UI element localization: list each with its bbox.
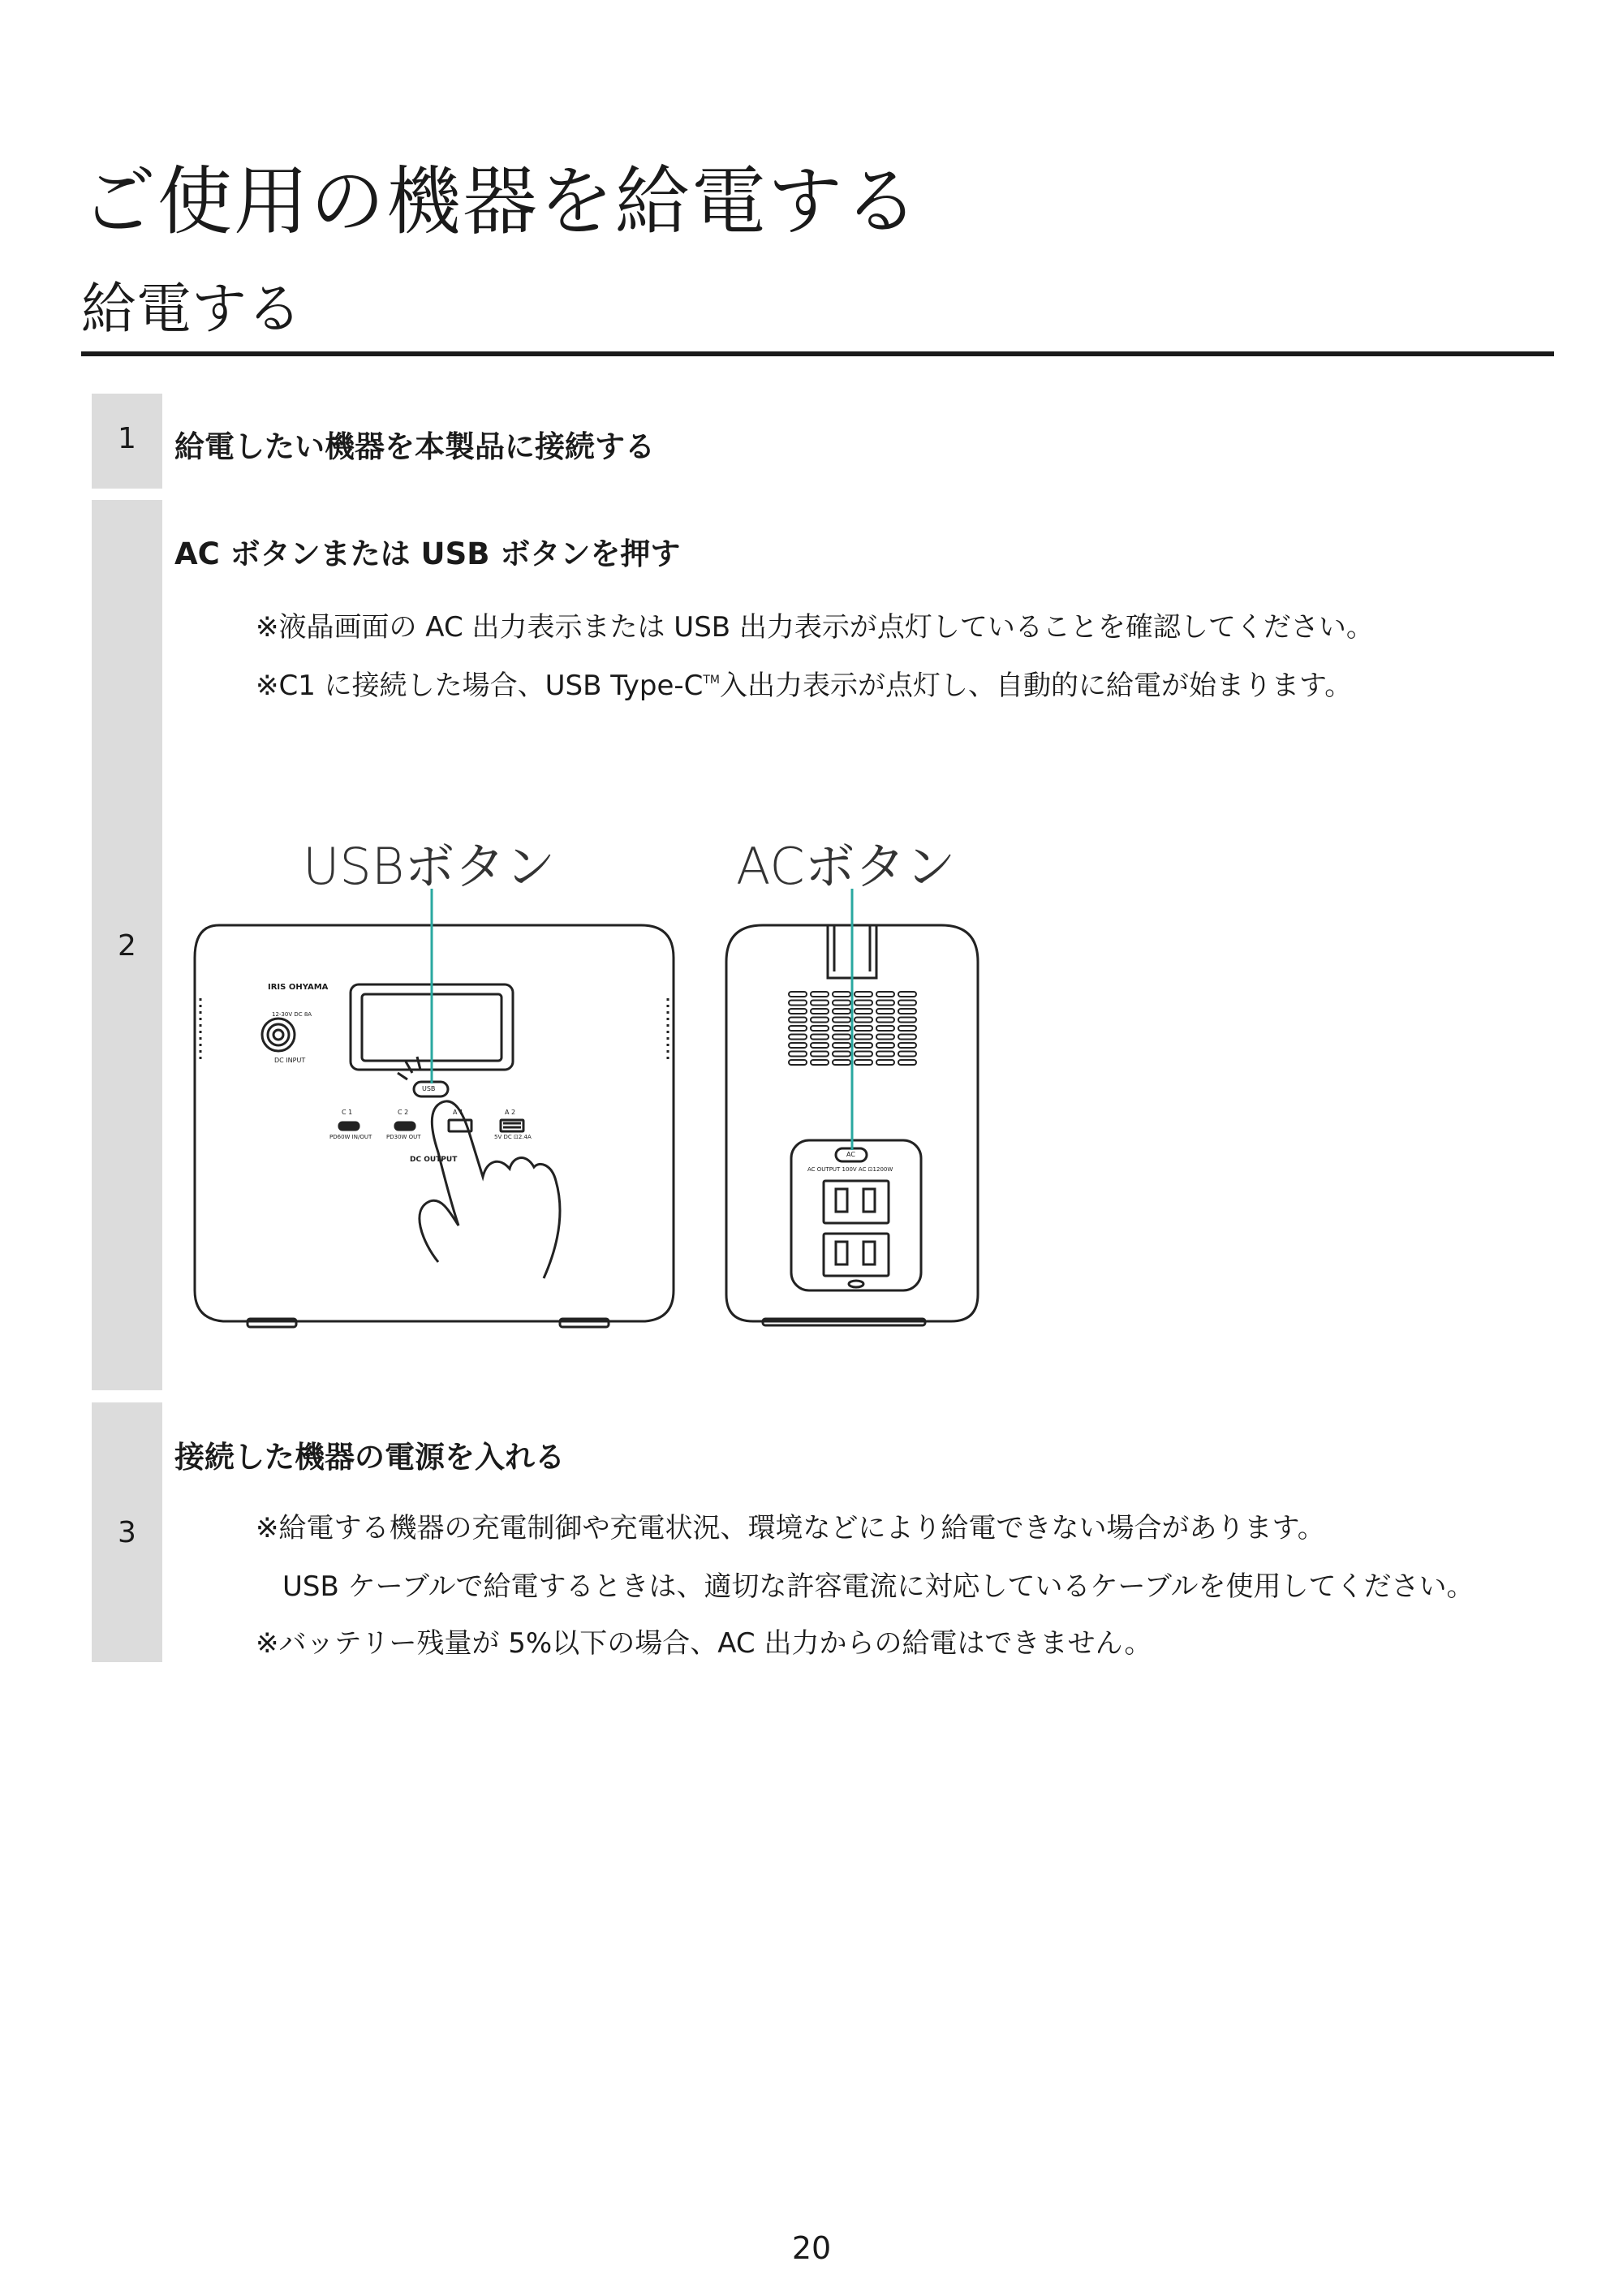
note-2-part-b: 入出力表示が点灯し、自動的に給電が始まります。 <box>720 670 1353 702</box>
step-1-number: 1 <box>118 422 136 455</box>
vent-slot <box>811 1026 829 1031</box>
brand-logo-text: IRIS OHYAMA <box>268 983 329 992</box>
vent-slot <box>855 1052 872 1057</box>
vent-slot <box>898 1060 916 1065</box>
vent-slot <box>833 1018 850 1023</box>
vent-slot <box>898 1043 916 1048</box>
step-2-heading: AC ボタンまたは USB ボタンを押す <box>174 536 681 571</box>
vent-slot <box>855 1026 872 1031</box>
vent-slot <box>855 1043 872 1048</box>
vent-slot <box>855 1001 872 1006</box>
vent-slot <box>898 1035 916 1040</box>
vent-slot <box>855 992 872 997</box>
outlet-2 <box>824 1234 889 1276</box>
dc-output-label: DC OUTPUT <box>410 1156 458 1164</box>
vent-slot <box>833 992 850 997</box>
step-3-note-2: USB ケーブルで給電するときは、適切な許容電流に対応しているケーブルを使用してください。 <box>282 1570 1474 1603</box>
step-2-number: 2 <box>118 929 136 963</box>
vent-slot <box>855 1009 872 1014</box>
vent-slot <box>898 1001 916 1006</box>
vent-slot <box>876 1001 894 1006</box>
dc-input-label: DC INPUT <box>274 1057 306 1064</box>
vent-slot <box>833 1001 850 1006</box>
vent-slot <box>833 1035 850 1040</box>
vent-slot <box>855 1035 872 1040</box>
vent-slot <box>833 1009 850 1014</box>
vent-slot <box>876 1043 894 1048</box>
step-3-number: 3 <box>118 1516 136 1549</box>
outlet-2-slot-b <box>863 1242 875 1264</box>
vent-slot <box>898 1026 916 1031</box>
vent-slot <box>833 1043 850 1048</box>
usb-button-text: USB <box>422 1085 436 1092</box>
vent-slot <box>898 992 916 997</box>
ac-output-label: AC OUTPUT 100V AC ⊡1200W <box>807 1166 893 1173</box>
outlet-1 <box>824 1181 889 1223</box>
vent-slot <box>811 1043 829 1048</box>
vent-slot <box>876 1018 894 1023</box>
vent-slot <box>898 1009 916 1014</box>
dc-input-spec: 12-30V DC 8A <box>272 1011 312 1018</box>
step-3-note-1: ※給電する機器の充電制御や充電状況、環境などにより給電できない場合があります。 <box>256 1512 1325 1544</box>
vent-slot <box>833 1052 850 1057</box>
ac-button-text: AC <box>846 1151 855 1158</box>
outlet-panel <box>791 1140 921 1290</box>
port-c2-name: C 2 <box>398 1109 409 1116</box>
vent-slot <box>876 992 894 997</box>
outlet-1-slot-a <box>836 1189 847 1212</box>
vent-slot <box>789 1052 807 1057</box>
vent-slot <box>811 1009 829 1014</box>
vent-slot <box>789 1035 807 1040</box>
vent-slot <box>789 1001 807 1006</box>
vent-slot <box>789 1018 807 1023</box>
port-c1-name: C 1 <box>342 1109 353 1116</box>
vent-slot <box>876 1026 894 1031</box>
vent-slot <box>876 1035 894 1040</box>
step-2-note-1: ※液晶画面の AC 出力表示または USB 出力表示が点灯していることを確認してください。 <box>256 611 1374 644</box>
section-title: 給電する <box>81 278 303 342</box>
vent-slot <box>833 1060 850 1065</box>
step-3-heading: 接続した機器の電源を入れる <box>174 1440 565 1475</box>
vent-slot <box>811 1018 829 1023</box>
trademark-mark: TM <box>703 674 721 687</box>
vent-slot <box>811 1035 829 1040</box>
vent-slot <box>811 1052 829 1057</box>
step-1-heading: 給電したい機器を本製品に接続する <box>174 429 655 464</box>
ac-button-label: ACボタン <box>736 837 956 896</box>
vent-slot <box>898 1052 916 1057</box>
outlet-screw <box>849 1281 863 1287</box>
vent-slot <box>855 1018 872 1023</box>
page-number: 20 <box>791 2230 832 2266</box>
port-c1-spec: PD60W IN/OUT <box>329 1134 372 1140</box>
step-3-note-3: ※バッテリー残量が 5%以下の場合、AC 出力からの給電はできません。 <box>256 1627 1152 1660</box>
outlet-2-slot-a <box>836 1242 847 1264</box>
vent-slot <box>876 1009 894 1014</box>
vent-slot <box>876 1060 894 1065</box>
vent-slot <box>789 1026 807 1031</box>
vent-slot <box>789 1060 807 1065</box>
usb-button-label: USBボタン <box>303 837 556 896</box>
vent-slot <box>811 1001 829 1006</box>
vent-slot <box>811 992 829 997</box>
vent-slot <box>876 1052 894 1057</box>
note-2-part-a: ※C1 に接続した場合、USB Type-C <box>256 670 704 702</box>
port-c2-spec: PD30W OUT <box>386 1134 421 1140</box>
vent-slot <box>811 1060 829 1065</box>
port-a1-name: A 1 <box>453 1109 464 1116</box>
page-title: ご使用の機器を給電する <box>81 158 921 245</box>
port-a2-name: A 2 <box>505 1109 516 1116</box>
vent-slot <box>855 1060 872 1065</box>
vent-slot <box>833 1026 850 1031</box>
vent-slot <box>789 1043 807 1048</box>
outlet-1-slot-b <box>863 1189 875 1212</box>
vent-slot <box>789 992 807 997</box>
port-a2-spec: 5V DC ⊡2.4A <box>494 1134 532 1140</box>
vent-slot <box>898 1018 916 1023</box>
vent-slot <box>789 1009 807 1014</box>
